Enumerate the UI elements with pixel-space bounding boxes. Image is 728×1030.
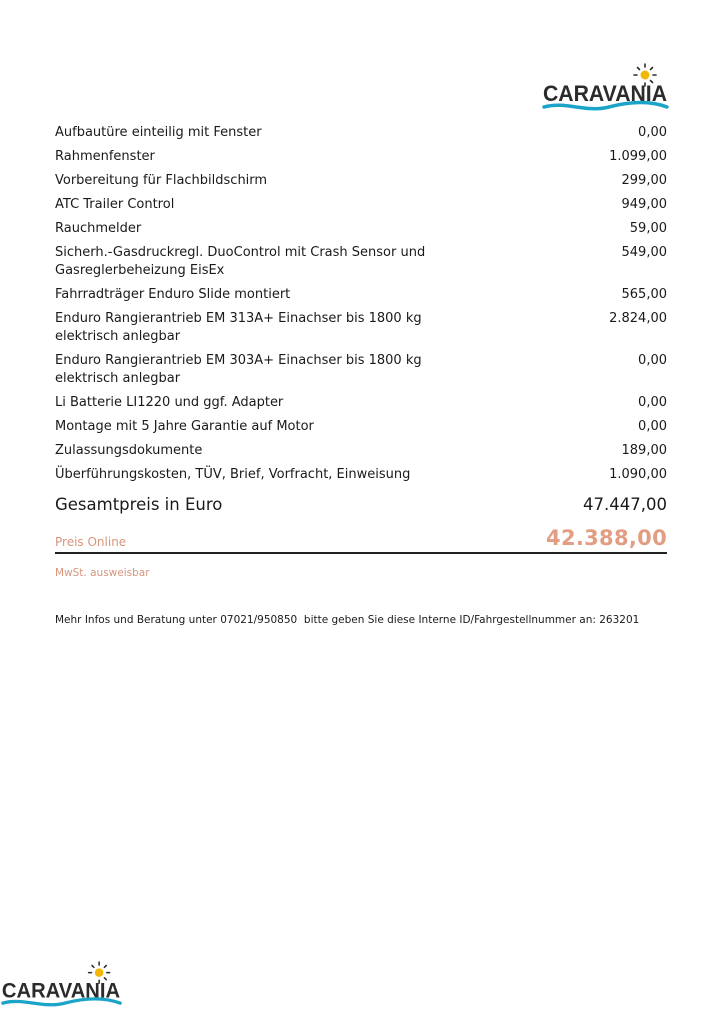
item-description: Enduro Rangierantrieb EM 313A+ Einachser bis 1800 kg elektrisch anlegbar xyxy=(55,311,422,344)
list-item xyxy=(55,193,667,217)
list-item xyxy=(55,463,667,487)
item-description: Aufbautüre einteilig mit Fenster xyxy=(55,125,262,140)
list-item xyxy=(55,415,667,439)
item-description: Montage mit 5 Jahre Garantie auf Motor xyxy=(55,419,314,434)
item-price: 549,00 xyxy=(621,245,667,260)
item-description: Enduro Rangierantrieb EM 303A+ Einachser bis 1800 kg elektrisch anlegbar xyxy=(55,353,422,386)
online-price-value: 42.388,00 xyxy=(546,526,667,550)
list-item xyxy=(55,241,667,283)
item-price: 189,00 xyxy=(621,443,667,458)
info-line: Mehr Infos und Beratung unter 07021/950850 bitte geben Sie diese Interne ID/Fahrgestellnummer an: 263201 xyxy=(55,614,640,626)
item-price: 2.824,00 xyxy=(609,311,667,326)
item-description: Li Batterie LI1220 und ggf. Adapter xyxy=(55,395,284,410)
item-description: Vorbereitung für Flachbildschirm xyxy=(55,173,268,188)
svg-text:CARAVANIA: CARAVANIA xyxy=(543,81,668,106)
list-item xyxy=(55,391,667,415)
list-item xyxy=(55,121,667,145)
item-price: 299,00 xyxy=(621,173,667,188)
list-item xyxy=(55,349,667,391)
item-price: 0,00 xyxy=(638,419,667,434)
item-price: 1.090,00 xyxy=(609,467,667,482)
caravania-footer-logo xyxy=(0,961,122,1009)
item-description: Überführungskosten, TÜV, Brief, Vorfracht, Einweisung xyxy=(55,467,411,482)
online-price-row xyxy=(55,526,667,554)
item-description: Rahmenfenster xyxy=(55,149,155,164)
list-item xyxy=(55,217,667,241)
list-item xyxy=(55,145,667,169)
item-description: Sicherh.-Gasdruckregl. DuoControl mit Crash Sensor und Gasreglerbeheizung EisEx xyxy=(55,245,426,278)
item-price: 59,00 xyxy=(629,221,667,236)
item-description: Fahrradträger Enduro Slide montiert xyxy=(55,287,291,302)
item-price: 565,00 xyxy=(621,287,667,302)
list-item xyxy=(55,439,667,463)
list-item xyxy=(55,307,667,349)
total-row xyxy=(55,494,667,516)
item-price: 1.099,00 xyxy=(609,149,667,164)
price-list xyxy=(55,121,667,487)
svg-text:CARAVANIA: CARAVANIA xyxy=(1,979,121,1003)
item-price: 0,00 xyxy=(638,353,667,368)
total-label: Gesamtpreis in Euro xyxy=(55,495,223,514)
list-item xyxy=(55,283,667,307)
online-price-label: Preis Online xyxy=(55,535,127,549)
item-description: Zulassungsdokumente xyxy=(55,443,203,458)
total-value: 47.447,00 xyxy=(583,495,667,514)
caravania-logo xyxy=(541,63,669,113)
list-item xyxy=(55,169,667,193)
item-price: 0,00 xyxy=(638,395,667,410)
item-price: 0,00 xyxy=(638,125,667,140)
item-description: ATC Trailer Control xyxy=(55,197,175,212)
vat-note: MwSt. ausweisbar xyxy=(55,567,150,579)
item-description: Rauchmelder xyxy=(55,221,142,236)
item-price: 949,00 xyxy=(621,197,667,212)
